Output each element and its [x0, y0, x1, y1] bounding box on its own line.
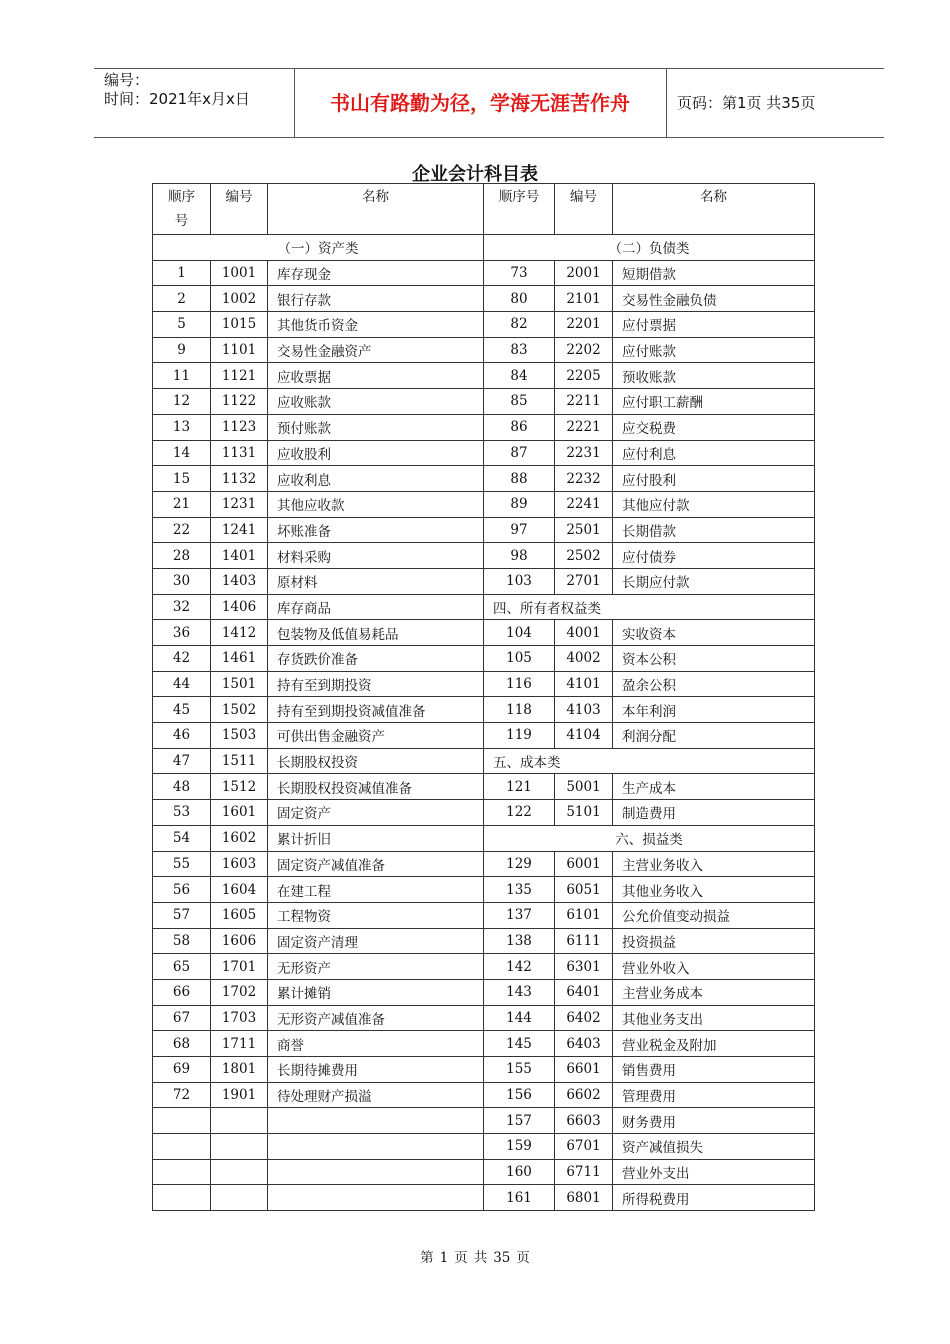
left-name-cell: 材料采购: [268, 543, 484, 569]
left-name-cell: [268, 1134, 484, 1160]
right-name-cell: 利润分配: [613, 723, 815, 749]
right-name-cell: 公允价值变动损益: [613, 902, 815, 928]
left-name-cell: [268, 1159, 484, 1185]
right-seq-cell: 97: [484, 517, 555, 543]
section-row: [153, 235, 815, 261]
right-seq-cell: 157: [484, 1108, 555, 1134]
table-row: [153, 697, 815, 723]
table-row: [153, 312, 815, 338]
left-seq-cell: 57: [153, 902, 211, 928]
left-code-cell: 1401: [211, 543, 268, 569]
left-seq-cell: [153, 1134, 211, 1160]
left-name-cell: 交易性金融资产: [268, 337, 484, 363]
left-code-cell: 1605: [211, 902, 268, 928]
left-code-cell: 1131: [211, 440, 268, 466]
left-seq-cell: 67: [153, 1005, 211, 1031]
left-seq-cell: 69: [153, 1057, 211, 1083]
right-code-cell: 2101: [555, 286, 613, 312]
right-code-cell: 5101: [555, 800, 613, 826]
left-code-cell: 1502: [211, 697, 268, 723]
right-code-cell: 5001: [555, 774, 613, 800]
left-code-cell: 1406: [211, 594, 268, 620]
left-code-cell: 1122: [211, 389, 268, 415]
table-row: [153, 1134, 815, 1160]
right-seq-cell: 156: [484, 1082, 555, 1108]
right-code-cell: 4001: [555, 620, 613, 646]
left-code-cell: 1015: [211, 312, 268, 338]
left-seq-cell: 58: [153, 928, 211, 954]
left-name-cell: 待处理财产损溢: [268, 1082, 484, 1108]
left-code-cell: 1711: [211, 1031, 268, 1057]
number-label: 编号：: [104, 71, 150, 89]
right-name-cell: 主营业务收入: [613, 851, 815, 877]
left-name-cell: 存货跌价准备: [268, 646, 484, 672]
footer-total-prefix: 共: [473, 1250, 488, 1266]
right-seq-cell: 144: [484, 1005, 555, 1031]
right-name-cell: 资产减值损失: [613, 1134, 815, 1160]
table-row: [153, 954, 815, 980]
left-name-cell: 原材料: [268, 568, 484, 594]
left-code-cell: 1123: [211, 414, 268, 440]
right-code-cell: 6801: [555, 1185, 613, 1211]
table-row: [153, 1108, 815, 1134]
left-name-cell: 应收票据: [268, 363, 484, 389]
right-code-cell: 2211: [555, 389, 613, 415]
right-code-cell: 6402: [555, 1005, 613, 1031]
right-seq-cell: 105: [484, 646, 555, 672]
left-name-cell: 持有至到期投资: [268, 671, 484, 697]
right-name-cell: 主营业务成本: [613, 979, 815, 1005]
table-row: [153, 1005, 815, 1031]
left-name-cell: 商誉: [268, 1031, 484, 1057]
left-name-cell: 工程物资: [268, 902, 484, 928]
document-header: [94, 68, 884, 138]
right-seq-cell: 89: [484, 491, 555, 517]
table-row: [153, 286, 815, 312]
left-code-cell: 1701: [211, 954, 268, 980]
right-seq-cell: 155: [484, 1057, 555, 1083]
right-name-cell: 长期应付款: [613, 568, 815, 594]
table-row: [153, 902, 815, 928]
left-code-cell: 1412: [211, 620, 268, 646]
right-name-cell: 短期借款: [613, 260, 815, 286]
left-seq-cell: 65: [153, 954, 211, 980]
table-row: [153, 1031, 815, 1057]
left-code-cell: [211, 1185, 268, 1211]
left-name-cell: 长期股权投资: [268, 748, 484, 774]
left-seq-cell: [153, 1185, 211, 1211]
left-seq-cell: 21: [153, 491, 211, 517]
table-row: [153, 1082, 815, 1108]
header-page-info: 页码：第1页 共35页: [677, 94, 816, 112]
right-seq-cell: 82: [484, 312, 555, 338]
table-row: [153, 389, 815, 415]
left-seq-cell: 44: [153, 671, 211, 697]
right-code-cell: 6601: [555, 1057, 613, 1083]
table-row: [153, 851, 815, 877]
right-name-cell: 交易性金融负债: [613, 286, 815, 312]
right-seq-cell: 80: [484, 286, 555, 312]
table-row: [153, 1159, 815, 1185]
right-seq-cell: 116: [484, 671, 555, 697]
right-seq-cell: 160: [484, 1159, 555, 1185]
right-code-cell: 6051: [555, 877, 613, 903]
column-header-seq: 顺序号: [484, 184, 555, 235]
right-name-cell: 应付职工薪酬: [613, 389, 815, 415]
right-name-cell: 资本公积: [613, 646, 815, 672]
right-name-cell: 制造费用: [613, 800, 815, 826]
right-code-cell: 2201: [555, 312, 613, 338]
left-code-cell: [211, 1134, 268, 1160]
table-row: [153, 723, 815, 749]
left-code-cell: 1602: [211, 825, 268, 851]
left-code-cell: 1241: [211, 517, 268, 543]
left-name-cell: 预付账款: [268, 414, 484, 440]
right-name-cell: 应交税费: [613, 414, 815, 440]
table-row: [153, 1185, 815, 1211]
column-header-name: 名称: [613, 184, 815, 235]
column-header-name: 名称: [268, 184, 484, 235]
right-code-cell: 2205: [555, 363, 613, 389]
right-name-cell: 其他业务支出: [613, 1005, 815, 1031]
section-label-right: （二）负债类: [484, 235, 815, 261]
right-seq-cell: 138: [484, 928, 555, 954]
right-code-cell: 6403: [555, 1031, 613, 1057]
table-row: [153, 877, 815, 903]
right-code-cell: 4002: [555, 646, 613, 672]
left-seq-cell: 72: [153, 1082, 211, 1108]
right-name-cell: 销售费用: [613, 1057, 815, 1083]
table-row: [153, 568, 815, 594]
right-code-cell: 6602: [555, 1082, 613, 1108]
header-motto: 书山有路勤为径，学海无涯苦作舟: [294, 69, 667, 137]
left-name-cell: 固定资产减值准备: [268, 851, 484, 877]
right-name-cell: 管理费用: [613, 1082, 815, 1108]
table-row: [153, 260, 815, 286]
column-header-code: 编号: [555, 184, 613, 235]
right-seq-cell: 161: [484, 1185, 555, 1211]
right-name-cell: 实收资本: [613, 620, 815, 646]
right-seq-cell: 87: [484, 440, 555, 466]
left-seq-cell: 54: [153, 825, 211, 851]
account-table: [152, 183, 815, 1211]
table-row: [153, 594, 815, 620]
left-name-cell: 应收股利: [268, 440, 484, 466]
right-code-cell: 4104: [555, 723, 613, 749]
right-seq-cell: 84: [484, 363, 555, 389]
left-seq-cell: 1: [153, 260, 211, 286]
left-code-cell: 1461: [211, 646, 268, 672]
table-row: [153, 466, 815, 492]
left-code-cell: 1604: [211, 877, 268, 903]
right-name-cell: 盈余公积: [613, 671, 815, 697]
right-seq-cell: 122: [484, 800, 555, 826]
left-code-cell: 1512: [211, 774, 268, 800]
right-seq-cell: 83: [484, 337, 555, 363]
left-name-cell: 累计折旧: [268, 825, 484, 851]
left-name-cell: [268, 1185, 484, 1211]
left-seq-cell: 45: [153, 697, 211, 723]
left-seq-cell: 66: [153, 979, 211, 1005]
left-code-cell: 1001: [211, 260, 268, 286]
footer-page-number: 1: [439, 1250, 449, 1266]
left-seq-cell: 5: [153, 312, 211, 338]
left-seq-cell: 22: [153, 517, 211, 543]
right-code-cell: 6301: [555, 954, 613, 980]
right-seq-cell: 142: [484, 954, 555, 980]
right-name-cell: 应付账款: [613, 337, 815, 363]
left-seq-cell: 13: [153, 414, 211, 440]
column-header-seq: 顺序号: [153, 184, 211, 235]
table-row: [153, 1057, 815, 1083]
right-code-cell: 2001: [555, 260, 613, 286]
right-seq-cell: 143: [484, 979, 555, 1005]
right-name-cell: 本年利润: [613, 697, 815, 723]
left-seq-cell: 55: [153, 851, 211, 877]
right-seq-cell: 121: [484, 774, 555, 800]
column-header-code: 编号: [211, 184, 268, 235]
right-seq-cell: 86: [484, 414, 555, 440]
left-name-cell: 累计摊销: [268, 979, 484, 1005]
right-name-cell: 应付债券: [613, 543, 815, 569]
table-row: [153, 928, 815, 954]
left-code-cell: 1121: [211, 363, 268, 389]
right-code-cell: 6701: [555, 1134, 613, 1160]
right-name-cell: 应付股利: [613, 466, 815, 492]
left-name-cell: 银行存款: [268, 286, 484, 312]
right-seq-cell: 159: [484, 1134, 555, 1160]
right-name-cell: 营业外支出: [613, 1159, 815, 1185]
table-row: [153, 491, 815, 517]
left-seq-cell: 30: [153, 568, 211, 594]
left-code-cell: [211, 1108, 268, 1134]
right-code-cell: 2221: [555, 414, 613, 440]
left-seq-cell: 46: [153, 723, 211, 749]
right-code-cell: 6401: [555, 979, 613, 1005]
right-seq-cell: 88: [484, 466, 555, 492]
right-seq-cell: 135: [484, 877, 555, 903]
right-name-cell: 应付利息: [613, 440, 815, 466]
right-seq-cell: 119: [484, 723, 555, 749]
left-seq-cell: 28: [153, 543, 211, 569]
left-name-cell: 库存商品: [268, 594, 484, 620]
left-name-cell: 固定资产清理: [268, 928, 484, 954]
document-title: 企业会计科目表: [412, 164, 538, 185]
right-seq-cell: 103: [484, 568, 555, 594]
table-row: [153, 800, 815, 826]
section-label-left: （一）资产类: [153, 235, 484, 261]
right-seq-cell: 104: [484, 620, 555, 646]
left-seq-cell: 14: [153, 440, 211, 466]
right-code-cell: 2202: [555, 337, 613, 363]
left-seq-cell: 47: [153, 748, 211, 774]
table-row: [153, 825, 815, 851]
right-code-cell: 2232: [555, 466, 613, 492]
right-code-cell: 2231: [555, 440, 613, 466]
section-label-right: 六、损益类: [484, 825, 815, 851]
left-seq-cell: 48: [153, 774, 211, 800]
right-seq-cell: 85: [484, 389, 555, 415]
table-row: [153, 414, 815, 440]
header-meta: [94, 69, 295, 137]
table-row: [153, 646, 815, 672]
section-label-right: 四、所有者权益类: [484, 594, 815, 620]
right-code-cell: 2241: [555, 491, 613, 517]
left-name-cell: 在建工程: [268, 877, 484, 903]
right-name-cell: 其他应付款: [613, 491, 815, 517]
left-code-cell: 1132: [211, 466, 268, 492]
footer-prefix: 第: [420, 1250, 434, 1266]
right-name-cell: 应付票据: [613, 312, 815, 338]
left-name-cell: 其他货币资金: [268, 312, 484, 338]
table-row: [153, 774, 815, 800]
left-seq-cell: 32: [153, 594, 211, 620]
left-seq-cell: 15: [153, 466, 211, 492]
left-name-cell: 库存现金: [268, 260, 484, 286]
table-row: [153, 337, 815, 363]
left-code-cell: 1101: [211, 337, 268, 363]
left-seq-cell: 68: [153, 1031, 211, 1057]
right-seq-cell: 137: [484, 902, 555, 928]
left-seq-cell: 2: [153, 286, 211, 312]
left-name-cell: 长期待摊费用: [268, 1057, 484, 1083]
left-seq-cell: 11: [153, 363, 211, 389]
table-row: [153, 517, 815, 543]
right-code-cell: 6001: [555, 851, 613, 877]
left-code-cell: 1606: [211, 928, 268, 954]
left-code-cell: 1703: [211, 1005, 268, 1031]
left-seq-cell: 56: [153, 877, 211, 903]
right-code-cell: 4101: [555, 671, 613, 697]
left-code-cell: [211, 1159, 268, 1185]
right-name-cell: 营业外收入: [613, 954, 815, 980]
right-name-cell: 财务费用: [613, 1108, 815, 1134]
table-row: [153, 440, 815, 466]
left-code-cell: 1511: [211, 748, 268, 774]
left-name-cell: 长期股权投资减值准备: [268, 774, 484, 800]
page-footer: [0, 1246, 950, 1266]
footer-page-unit: 页: [454, 1250, 468, 1266]
right-code-cell: 2701: [555, 568, 613, 594]
section-label-right: 五、成本类: [484, 748, 815, 774]
right-name-cell: 投资损益: [613, 928, 815, 954]
right-code-cell: 4103: [555, 697, 613, 723]
right-name-cell: 所得税费用: [613, 1185, 815, 1211]
right-seq-cell: 129: [484, 851, 555, 877]
left-code-cell: 1702: [211, 979, 268, 1005]
table-row: [153, 979, 815, 1005]
footer-total-pages: 35: [493, 1250, 511, 1266]
right-code-cell: 6711: [555, 1159, 613, 1185]
footer-total-unit: 页: [516, 1250, 530, 1266]
right-code-cell: 6101: [555, 902, 613, 928]
left-code-cell: 1801: [211, 1057, 268, 1083]
left-code-cell: 1002: [211, 286, 268, 312]
table-row: [153, 543, 815, 569]
left-code-cell: 1503: [211, 723, 268, 749]
right-code-cell: 6111: [555, 928, 613, 954]
left-name-cell: 应收账款: [268, 389, 484, 415]
left-name-cell: 应收利息: [268, 466, 484, 492]
left-code-cell: 1403: [211, 568, 268, 594]
left-name-cell: [268, 1108, 484, 1134]
left-code-cell: 1901: [211, 1082, 268, 1108]
left-name-cell: 持有至到期投资减值准备: [268, 697, 484, 723]
left-name-cell: 无形资产减值准备: [268, 1005, 484, 1031]
left-seq-cell: 53: [153, 800, 211, 826]
left-name-cell: 其他应收款: [268, 491, 484, 517]
left-seq-cell: 12: [153, 389, 211, 415]
right-seq-cell: 118: [484, 697, 555, 723]
left-seq-cell: 42: [153, 646, 211, 672]
table-row: [153, 363, 815, 389]
time-label: 时间：2021年x月x日: [104, 90, 250, 108]
right-code-cell: 2501: [555, 517, 613, 543]
left-code-cell: 1603: [211, 851, 268, 877]
left-seq-cell: 36: [153, 620, 211, 646]
right-seq-cell: 73: [484, 260, 555, 286]
left-seq-cell: [153, 1108, 211, 1134]
right-code-cell: 2502: [555, 543, 613, 569]
right-name-cell: 其他业务收入: [613, 877, 815, 903]
left-code-cell: 1601: [211, 800, 268, 826]
right-seq-cell: 98: [484, 543, 555, 569]
table-row: [153, 671, 815, 697]
table-row: [153, 620, 815, 646]
left-name-cell: 无形资产: [268, 954, 484, 980]
right-name-cell: 长期借款: [613, 517, 815, 543]
left-seq-cell: 9: [153, 337, 211, 363]
right-name-cell: 预收账款: [613, 363, 815, 389]
right-name-cell: 营业税金及附加: [613, 1031, 815, 1057]
left-name-cell: 可供出售金融资产: [268, 723, 484, 749]
table-row: [153, 748, 815, 774]
right-code-cell: 6603: [555, 1108, 613, 1134]
table-header-row: [153, 184, 815, 235]
right-seq-cell: 145: [484, 1031, 555, 1057]
left-name-cell: 坏账准备: [268, 517, 484, 543]
right-name-cell: 生产成本: [613, 774, 815, 800]
left-name-cell: 包装物及低值易耗品: [268, 620, 484, 646]
left-code-cell: 1231: [211, 491, 268, 517]
left-name-cell: 固定资产: [268, 800, 484, 826]
left-code-cell: 1501: [211, 671, 268, 697]
left-seq-cell: [153, 1159, 211, 1185]
